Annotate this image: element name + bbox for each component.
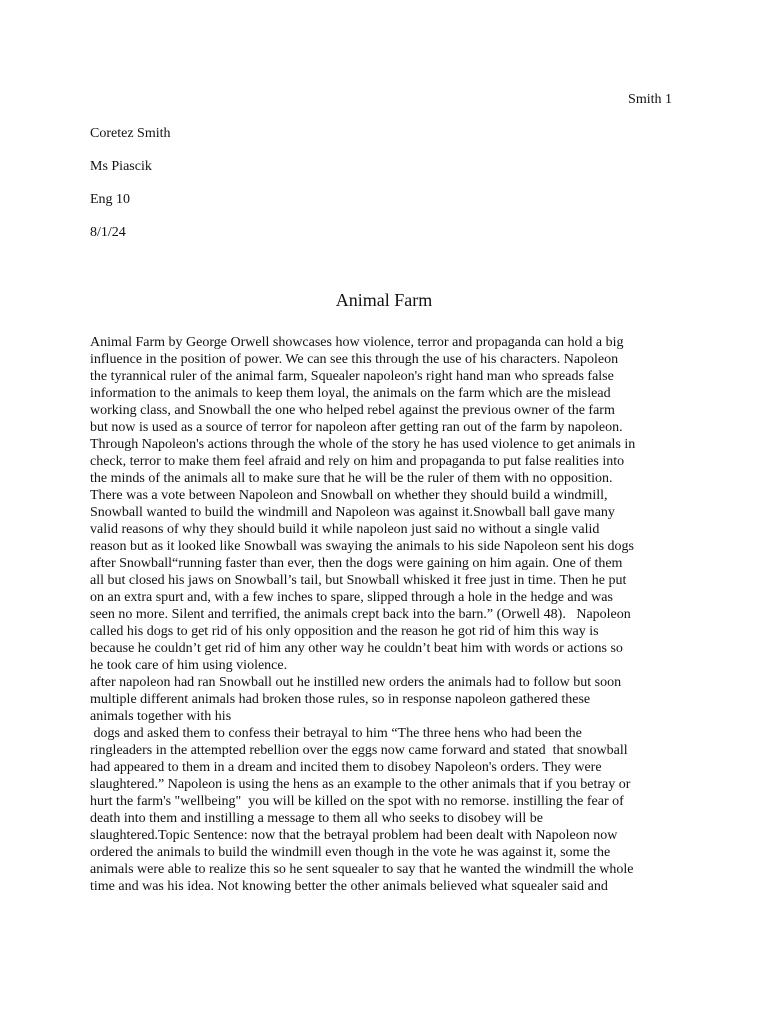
essay-line: seen no more. Silent and terrified, the animals crept back into the barn.” (Orwell 48). Napoleon <box>90 607 631 622</box>
essay-line: valid reasons of why they should build it while napoleon just said no without a single valid <box>90 522 600 537</box>
essay-line: ringleaders in the attempted rebellion over the eggs now came forward and stated that snowball <box>90 743 628 758</box>
essay-line: multiple different animals had broken those rules, so in response napoleon gathered these <box>90 692 591 707</box>
essay-line: called his dogs to get rid of his only opposition and the reason he got rid of him this way is <box>90 624 599 639</box>
essay-line: but now is used as a source of terror for napoleon after getting ran out of the farm by napoleon. <box>90 420 623 435</box>
essay-line: time and was his idea. Not knowing better the other animals believed what squealer said and <box>90 879 608 894</box>
essay-line: he took care of him using violence. <box>90 658 288 673</box>
essay-line: reason but as it looked like Snowball was swaying the animals to his side Napoleon sent his dogs <box>90 539 634 554</box>
heading-block <box>90 124 171 256</box>
essay-line: There was a vote between Napoleon and Snowball on whether they should build a windmill, <box>90 488 608 503</box>
date: 8/1/24 <box>90 225 126 240</box>
essay-line: hurt the farm's "wellbeing" you will be killed on the spot with no remorse. instilling the fear of <box>90 794 624 809</box>
essay-title: Animal Farm <box>335 290 433 310</box>
essay-line: information to the animals to keep them loyal, the animals on the farm which are the mislead <box>90 386 611 401</box>
course-name: Eng 10 <box>90 192 131 207</box>
teacher-name: Ms Piascik <box>90 159 152 174</box>
essay-line: after Snowball“running faster than ever, then the dogs were gaining on him again. One of them <box>90 556 623 571</box>
essay-body <box>90 334 690 895</box>
essay-line: because he couldn’t get rid of him any other way he couldn’t beat him with words or actions so <box>90 641 623 656</box>
essay-line: influence in the position of power. We can see this through the use of his characters. Napoleon <box>90 352 619 367</box>
essay-line: ordered the animals to build the windmill even though in the vote he was against it, some the <box>90 845 611 860</box>
essay-line: had appeared to them in a dream and incited them to disobey Napoleon's orders. They were <box>90 760 602 775</box>
essay-line: Animal Farm by George Orwell showcases how violence, terror and propaganda can hold a big <box>90 335 624 350</box>
essay-line: slaughtered.” Napoleon is using the hens as an example to the other animals that if you betray or <box>90 777 631 792</box>
essay-line: after napoleon had ran Snowball out he instilled new orders the animals had to follow but soon <box>90 675 622 690</box>
essay-line: Snowball wanted to build the windmill and Napoleon was against it.Snowball ball gave many <box>90 505 615 520</box>
essay-line: slaughtered.Topic Sentence: now that the betrayal problem had been dealt with Napoleon now <box>90 828 618 843</box>
essay-line: death into them and instilling a message to them all who seeks to disobey will be <box>90 811 543 826</box>
essay-line: the tyrannical ruler of the animal farm, Squealer napoleon's right hand man who spreads false <box>90 369 614 384</box>
page-number: Smith 1 <box>628 92 672 107</box>
student-name: Coretez Smith <box>90 126 171 141</box>
essay-line: on an extra spurt and, with a few inches to spare, slipped through a hole in the hedge and was <box>90 590 613 605</box>
essay-line: dogs and asked them to confess their betrayal to him “The three hens who had been the <box>90 726 582 741</box>
essay-line: working class, and Snowball the one who helped rebel against the previous owner of the farm <box>90 403 615 418</box>
essay-line: animals were able to realize this so he sent squealer to say that he wanted the windmill the whole <box>90 862 634 877</box>
essay-line: Through Napoleon's actions through the whole of the story he has used violence to get animals in <box>90 437 636 452</box>
essay-line: animals together with his <box>90 709 232 724</box>
essay-line: check, terror to make them feel afraid and rely on him and propaganda to put false realities into <box>90 454 625 469</box>
essay-line: the minds of the animals all to make sure that he will be the ruler of them with no opposition. <box>90 471 613 486</box>
essay-line: all but closed his jaws on Snowball’s tail, but Snowball whisked it free just in time. Then he put <box>90 573 627 588</box>
